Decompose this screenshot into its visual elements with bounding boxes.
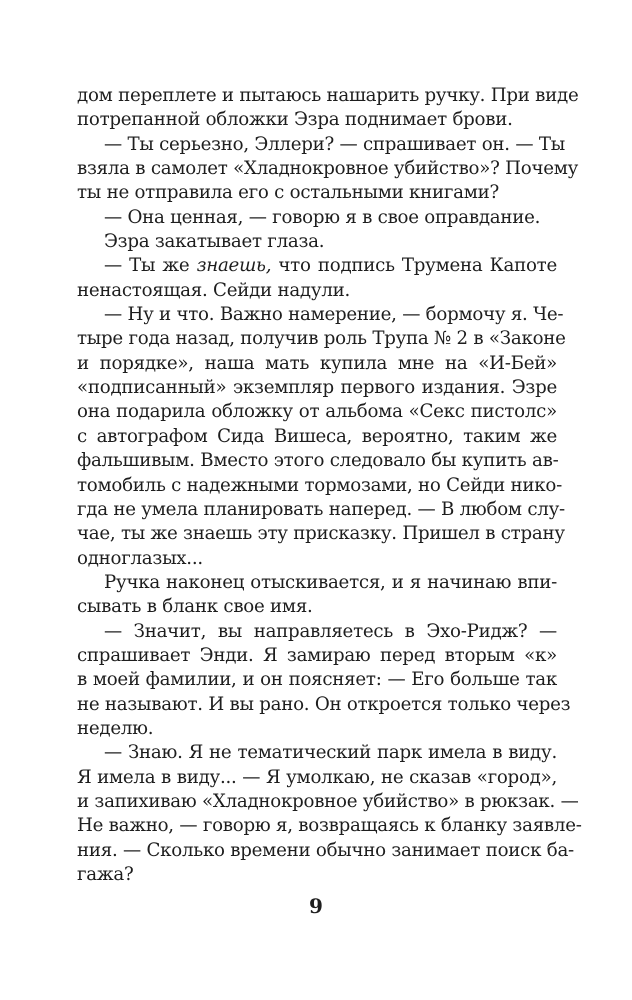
text-line: в моей фамилии, и он поясняет: — Его больше так (77, 669, 557, 691)
text-line: гажа? (77, 864, 134, 885)
book-page-text (77, 84, 582, 887)
text-line: одноглазых... (77, 547, 203, 569)
text-line: — Знаю. Я не тематический парк имела в виду. (104, 742, 557, 764)
text-line: чае, ты же знаешь эту присказку. Пришел в страну (77, 523, 565, 545)
text-line: и запихиваю «Хладнокровное убийство» в рюкзак. — (77, 790, 579, 812)
text-line: с автографом Сида Вишеса, вероятно, таким же (77, 425, 557, 447)
text-line: «подписанный» экземпляр первого издания. Эзре (77, 377, 557, 399)
text-line: Эзра закатывает глаза. (104, 231, 325, 253)
text-line: Ручка наконец отыскивается, и я начинаю впи- (104, 571, 557, 593)
text-line: ты не отправила его с остальными книгами? (77, 182, 500, 204)
text-line: взяла в самолет «Хладнокровное убийство»? Почему (77, 158, 579, 180)
text-line: Не важно, — говорю я, возвращаясь к бланку заявле- (77, 815, 582, 837)
text-line: неделю. (77, 717, 154, 739)
text-line: ния. — Сколько времени обычно занимает поиск ба- (77, 839, 574, 861)
text-line: она подарила обложку от альбома «Секс пистолс» (77, 401, 557, 423)
text-line: потрепанной обложки Эзра поднимает брови. (77, 109, 513, 131)
text-line: и порядке», наша мать купила мне на «И-Бей» (77, 352, 557, 374)
text-line: — Значит, вы направляетесь в Эхо-Ридж? — (104, 620, 557, 642)
text-line: фальшивым. Вместо этого следовало бы купить ав- (77, 450, 559, 472)
text-line: ненастоящая. Сейди надули. (77, 279, 351, 301)
text-line: — Ну и что. Важно намерение, — бормочу я. Че- (104, 304, 564, 326)
text-line: тыре года назад, получив роль Трупа № 2 в «Законе (77, 328, 566, 350)
text-line: сывать в бланк свое имя. (77, 596, 313, 618)
text-line: гда не умела планировать наперед. — В любом слу- (77, 498, 565, 520)
text-line: — Ты же знаешь, что подпись Трумена Капоте (104, 255, 557, 277)
text-line: — Ты серьезно, Эллери? — спрашивает он. — Ты (104, 133, 565, 155)
emphasis-text: знаешь, (196, 255, 272, 277)
text-line: — Она ценная, — говорю я в свое оправдание. (104, 206, 541, 228)
text-line: дом переплете и пытаюсь нашарить ручку. При виде (77, 85, 579, 106)
text-line: томобиль с надежными тормозами, но Сейди нико- (77, 474, 562, 496)
text-line: не называют. И вы рано. Он откроется только через (77, 693, 571, 715)
text-line: спрашивает Энди. Я замираю перед вторым «к» (77, 644, 557, 666)
page-number: 9 (309, 894, 323, 918)
text-line: Я имела в виду... — Я умолкаю, не сказав «город», (77, 766, 557, 788)
